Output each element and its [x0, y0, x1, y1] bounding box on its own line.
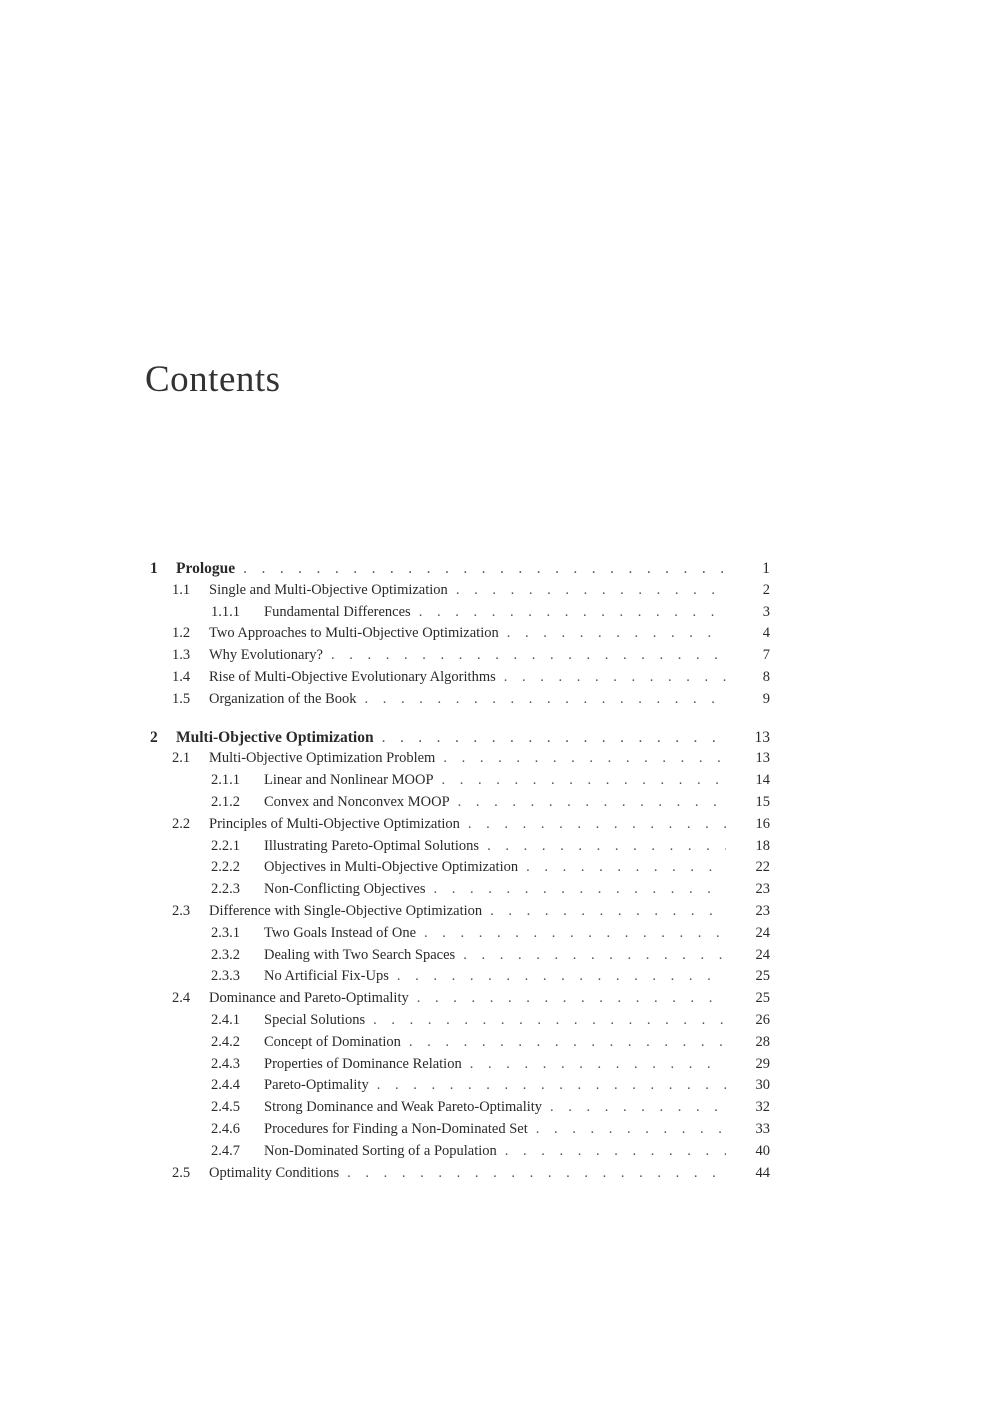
- toc-chapter-entry[interactable]: [150, 727, 770, 749]
- toc-section-entry[interactable]: [150, 988, 770, 1010]
- entry-title: Principles of Multi-Objective Optimization: [209, 815, 460, 832]
- entry-title: Optimality Conditions: [209, 1164, 340, 1181]
- toc-subsection-entry[interactable]: [150, 1032, 770, 1054]
- toc-subsection-entry[interactable]: [150, 1097, 770, 1119]
- page-number: 2: [762, 581, 770, 598]
- entry-title: Single and Multi-Objective Optimization: [209, 581, 448, 598]
- page-number: 32: [755, 1099, 770, 1116]
- leader-dots: [460, 814, 726, 836]
- entry-title: Properties of Dominance Relation: [264, 1055, 462, 1072]
- page-number: 8: [762, 668, 770, 685]
- toc-chapter-group: [150, 727, 770, 1185]
- toc-subsection-entry[interactable]: [150, 923, 770, 945]
- entry-number: 2.4.2: [211, 1033, 240, 1050]
- entry-title: Two Approaches to Multi-Objective Optimization: [209, 625, 499, 642]
- page-number: 4: [762, 625, 770, 642]
- leader-dots: [462, 1054, 726, 1076]
- entry-number: 1.1: [172, 581, 191, 598]
- entry-title: Why Evolutionary?: [209, 647, 323, 664]
- page-number: 18: [755, 837, 770, 854]
- entry-title: Multi-Objective Optimization: [176, 728, 374, 746]
- page-number: 14: [755, 772, 770, 789]
- entry-title: Special Solutions: [264, 1011, 366, 1028]
- toc-subsection-entry[interactable]: [150, 945, 770, 967]
- leader-dots: [411, 602, 726, 624]
- table-of-contents: [150, 558, 770, 1200]
- toc-subsection-entry[interactable]: [150, 770, 770, 792]
- toc-section-entry[interactable]: [150, 645, 770, 667]
- entry-title: Organization of the Book: [209, 690, 357, 707]
- entry-title: Pareto-Optimality: [264, 1077, 369, 1094]
- page-number: 24: [755, 946, 770, 963]
- entry-title: Prologue: [176, 560, 236, 577]
- page-number: 24: [755, 924, 770, 941]
- toc-subsection-entry[interactable]: [150, 792, 770, 814]
- entry-number: 2.4: [172, 990, 191, 1007]
- page-number: 40: [755, 1142, 770, 1159]
- entry-title: Strong Dominance and Weak Pareto-Optimality: [264, 1099, 543, 1116]
- leader-dots: [435, 748, 726, 770]
- page-number: 33: [755, 1120, 770, 1137]
- entry-number: 2.3: [172, 902, 191, 919]
- entry-number: 2.4.3: [211, 1055, 240, 1072]
- entry-title: Dominance and Pareto-Optimality: [209, 990, 409, 1007]
- entry-number: 2.4.6: [211, 1120, 240, 1137]
- entry-number: 2.2.2: [211, 859, 240, 876]
- toc-subsection-entry[interactable]: [150, 1010, 770, 1032]
- toc-subsection-entry[interactable]: [150, 1075, 770, 1097]
- page-number: 16: [755, 815, 770, 832]
- leader-dots: [482, 901, 726, 923]
- entry-title: Difference with Single-Objective Optimization: [209, 902, 483, 919]
- leader-dots: [365, 1010, 726, 1032]
- entry-title: Procedures for Finding a Non-Dominated Set: [264, 1120, 528, 1137]
- entry-number: 2.3.2: [211, 946, 240, 963]
- entry-number: 2.3.1: [211, 924, 240, 941]
- entry-number: 2.4.7: [211, 1142, 240, 1159]
- entry-title: Concept of Domination: [264, 1033, 401, 1050]
- entry-title: Illustrating Pareto-Optimal Solutions: [264, 837, 480, 854]
- entry-number: 2.2.3: [211, 881, 240, 898]
- toc-section-entry[interactable]: [150, 623, 770, 645]
- toc-section-entry[interactable]: [150, 901, 770, 923]
- entry-number: 2.1.1: [211, 772, 240, 789]
- leader-dots: [389, 966, 726, 988]
- entry-title: Rise of Multi-Objective Evolutionary Algorithms: [209, 668, 496, 685]
- leader-dots: [401, 1032, 726, 1054]
- leader-dots: [479, 836, 726, 858]
- leader-dots: [518, 857, 726, 879]
- entry-number: 2: [150, 728, 158, 746]
- page-number: 29: [755, 1055, 770, 1072]
- toc-subsection-entry[interactable]: [150, 879, 770, 901]
- leader-dots: [357, 689, 726, 711]
- entry-number: 2.4.1: [211, 1011, 240, 1028]
- page-number: 25: [755, 968, 770, 985]
- page-number: 23: [755, 881, 770, 898]
- entry-number: 2.4.5: [211, 1099, 240, 1116]
- entry-title: Two Goals Instead of One: [264, 924, 417, 941]
- toc-section-entry[interactable]: [150, 689, 770, 711]
- leader-dots: [542, 1097, 726, 1119]
- leader-dots: [497, 1141, 726, 1163]
- leader-dots: [425, 879, 726, 901]
- toc-section-entry[interactable]: [150, 667, 770, 689]
- toc-subsection-entry[interactable]: [150, 836, 770, 858]
- entry-number: 2.3.3: [211, 968, 240, 985]
- toc-chapter-group: [150, 558, 770, 711]
- page-number: 22: [755, 859, 770, 876]
- toc-subsection-entry[interactable]: [150, 602, 770, 624]
- page-number: 15: [755, 793, 770, 810]
- entry-title: Multi-Objective Optimization Problem: [209, 750, 436, 767]
- entry-number: 1.4: [172, 668, 191, 685]
- leader-dots: [323, 645, 726, 667]
- leader-dots: [416, 923, 726, 945]
- page-number: 25: [755, 990, 770, 1007]
- leader-dots: [450, 792, 726, 814]
- entry-number: 2.2: [172, 815, 191, 832]
- entry-number: 2.1.2: [211, 793, 240, 810]
- entry-number: 1: [150, 560, 158, 577]
- entry-title: Convex and Nonconvex MOOP: [264, 793, 450, 810]
- toc-subsection-entry[interactable]: [150, 966, 770, 988]
- leader-dots: [235, 558, 726, 580]
- toc-section-entry[interactable]: [150, 814, 770, 836]
- entry-title: Non-Dominated Sorting of a Population: [264, 1142, 497, 1159]
- page-number: 26: [755, 1011, 770, 1028]
- page-number: 44: [755, 1164, 770, 1181]
- page-number: 13: [754, 728, 770, 746]
- entry-title: No Artificial Fix-Ups: [264, 968, 389, 985]
- toc-subsection-entry[interactable]: [150, 1054, 770, 1076]
- page-number: 9: [762, 690, 770, 707]
- leader-dots: [528, 1119, 726, 1141]
- leader-dots: [455, 945, 726, 967]
- entry-title: Linear and Nonlinear MOOP: [264, 772, 434, 789]
- leader-dots: [339, 1163, 726, 1185]
- page-number: 23: [755, 902, 770, 919]
- entry-title: Dealing with Two Search Spaces: [264, 946, 456, 963]
- page-number: 13: [755, 750, 770, 767]
- entry-number: 2.4.4: [211, 1077, 240, 1094]
- entry-title: Objectives in Multi-Objective Optimization: [264, 859, 519, 876]
- page-number: 28: [755, 1033, 770, 1050]
- toc-subsection-entry[interactable]: [150, 857, 770, 879]
- toc-section-entry[interactable]: [150, 748, 770, 770]
- entry-number: 1.1.1: [211, 603, 240, 620]
- entry-title: Fundamental Differences: [264, 603, 411, 620]
- entry-number: 1.3: [172, 647, 191, 664]
- page-number: 3: [762, 603, 770, 620]
- entry-number: 2.1: [172, 750, 191, 767]
- toc-section-entry[interactable]: [150, 1163, 770, 1185]
- page-number: 30: [755, 1077, 770, 1094]
- page-number: 1: [762, 560, 770, 577]
- leader-dots: [369, 1075, 726, 1097]
- entry-number: 1.5: [172, 690, 191, 707]
- entry-number: 2.2.1: [211, 837, 240, 854]
- toc-chapter-entry[interactable]: [150, 558, 770, 580]
- leader-dots: [434, 770, 726, 792]
- leader-dots: [499, 623, 726, 645]
- page-number: 7: [762, 647, 770, 664]
- leader-dots: [496, 667, 726, 689]
- entry-number: 1.2: [172, 625, 191, 642]
- toc-subsection-entry[interactable]: [150, 1119, 770, 1141]
- leader-dots: [409, 988, 726, 1010]
- leader-dots: [374, 727, 726, 749]
- entry-number: 2.5: [172, 1164, 191, 1181]
- toc-subsection-entry[interactable]: [150, 1141, 770, 1163]
- leader-dots: [448, 580, 726, 602]
- toc-section-entry[interactable]: [150, 580, 770, 602]
- entry-title: Non-Conflicting Objectives: [264, 881, 426, 898]
- page-title: Contents: [145, 359, 281, 400]
